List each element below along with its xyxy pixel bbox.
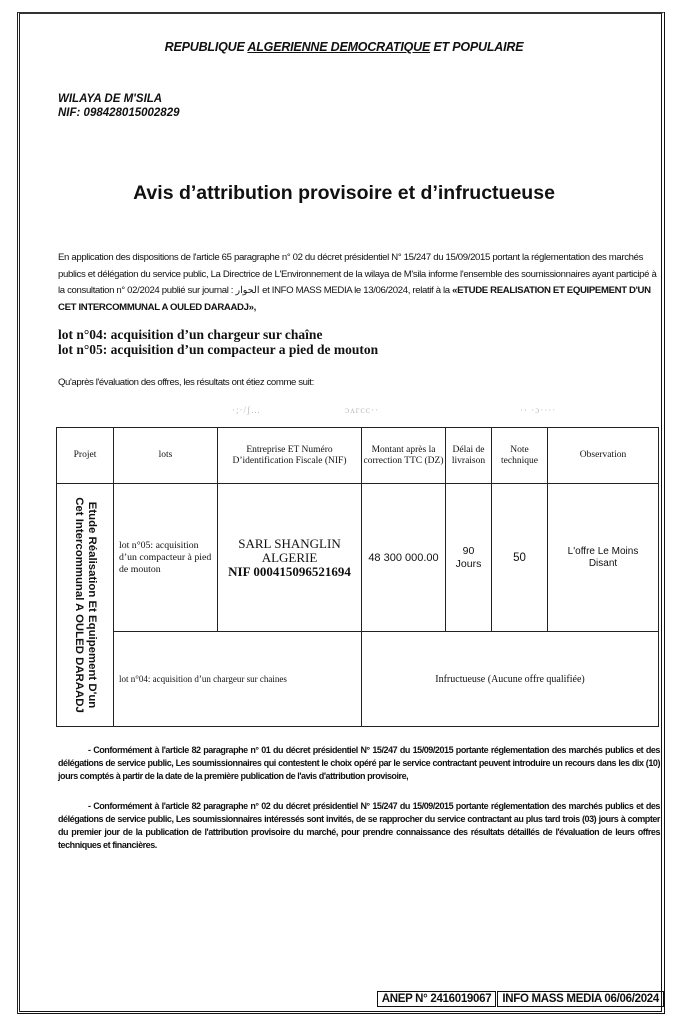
header-projet: Projet bbox=[57, 428, 114, 484]
projet-cell bbox=[57, 484, 114, 727]
intro-text: En application des dispositions de l'article 65 paragraphe n° 02 du décret présidentiel N° 15/247 du 15/09/2015 portant la réglementation des marchés publics et délégation du service public, La Directrice de L'Environnement de la wilaya de M'sila informe l'ensemble des soumissionnaires ayant participé à la consultation n° 02/2024 publié sur journal : الحوار et INFO MASS MEDIA le 13/06/2024, relatif à la bbox=[58, 252, 657, 296]
lot-cell: lot n°04: acquisition d’un chargeur sur chaines bbox=[114, 632, 362, 727]
technical-score-cell: 50 bbox=[492, 484, 548, 632]
media-date: INFO MASS MEDIA 06/06/2024 bbox=[497, 991, 664, 1007]
consultation-text: - Conformément à l'article 82 paragraphe n° 02 du décret présidentiel N° 15/247 du 15/09/2015 portante réglementation des marchés publics et des délégations de service public, Les soumissionnaires intéressés sont invités, de se rapprocher du service contractant au plus tard trois (03) jours à compter du premier jour de la publication de l'attribution provisoire du marché, pour prendre connaissance des résultats détaillés de l'évaluation de leurs offres techniques et financières. bbox=[58, 801, 660, 850]
appeal-text: - Conformément à l'article 82 paragraphe n° 01 du décret présidentiel N° 15/247 du 15/09/2015 portante réglementation des marchés publics et des délégations de service public, Les soumissionnaires qui contestent le choix opéré par le service contractant peuvent introduire un recours dans les dix (10) jours comptés à partir de la date de la première publication de l'avis d'attribution provisoire, bbox=[58, 745, 660, 781]
observation-cell: L'offre Le Moins Disant bbox=[548, 484, 659, 632]
republic-text-post: ET POPULAIRE bbox=[430, 40, 524, 54]
results-table bbox=[56, 427, 659, 727]
republic-text-underlined: ALGERIENNE DEMOCRATIQUE bbox=[247, 40, 431, 54]
lots-list bbox=[58, 327, 378, 357]
table-row bbox=[57, 484, 659, 632]
delivery-cell bbox=[446, 484, 492, 632]
header-entreprise: Entreprise ET Numéro D’identification Fiscale (NIF) bbox=[218, 428, 362, 484]
republic-header bbox=[0, 40, 688, 54]
bleed-through-mark: ᴐᴧᴦᴄᴄ·· bbox=[345, 405, 380, 415]
projet-vertical-text bbox=[72, 497, 98, 713]
project-name: «ETUDE REALISATION ET EQUIPEMENT D'UN CET INTERCOMMUNAL A OULED DARAADJ», bbox=[58, 285, 651, 313]
company-nif: NIF 000415096521694 bbox=[228, 563, 351, 579]
bleed-through-mark: ·;·/ʃ… bbox=[232, 405, 261, 415]
header-observation: Observation bbox=[548, 428, 659, 484]
header-delai: Délai de livraison bbox=[446, 428, 492, 484]
projet-line: Cet Intercommunal A OULED DARAADJ bbox=[73, 497, 85, 713]
results-intro: Qu'après l'évaluation des offres, les résultats ont étiez comme suit: bbox=[58, 377, 314, 388]
issuer-nif: NIF: 098428015002829 bbox=[58, 107, 180, 119]
table-row bbox=[57, 632, 659, 727]
company-name: SARL SHANGLIN ALGERIE bbox=[238, 535, 341, 565]
amount-cell: 48 300 000.00 bbox=[362, 484, 446, 632]
issuer-block bbox=[58, 92, 180, 120]
table-header-row bbox=[57, 428, 659, 484]
consultation-paragraph bbox=[58, 800, 660, 852]
publication-stamp bbox=[376, 991, 664, 1007]
appeal-paragraph bbox=[58, 744, 660, 783]
header-note: Note technique bbox=[492, 428, 548, 484]
result-cell: Infructueuse (Aucune offre qualifiée) bbox=[362, 632, 659, 727]
bleed-through-mark: ·· ·ɔ···· bbox=[520, 405, 557, 415]
lot-item: lot n°05: acquisition d’un compacteur a pied de mouton bbox=[58, 342, 379, 357]
header-montant: Montant après la correction TTC (DZ) bbox=[362, 428, 446, 484]
anep-number: ANEP N° 2416019067 bbox=[377, 991, 497, 1007]
republic-text-pre: REPUBLIQUE bbox=[164, 40, 248, 54]
company-cell bbox=[218, 484, 362, 632]
header-lots: lots bbox=[114, 428, 218, 484]
delivery-value: 90 bbox=[462, 544, 475, 557]
document-title: Avis d’attribution provisoire et d’infructueuse bbox=[133, 182, 555, 204]
projet-line: Etude Réalisation Et Equipement D'un bbox=[86, 501, 98, 709]
delivery-unit: Jours bbox=[455, 557, 482, 570]
lot-item: lot n°04: acquisition d’un chargeur sur chaîne bbox=[58, 327, 323, 342]
intro-paragraph bbox=[58, 250, 664, 316]
wilaya-name: WILAYA DE M'SILA bbox=[58, 93, 163, 105]
lot-cell: lot n°05: acquisition d’un compacteur à pied de mouton bbox=[114, 484, 218, 632]
